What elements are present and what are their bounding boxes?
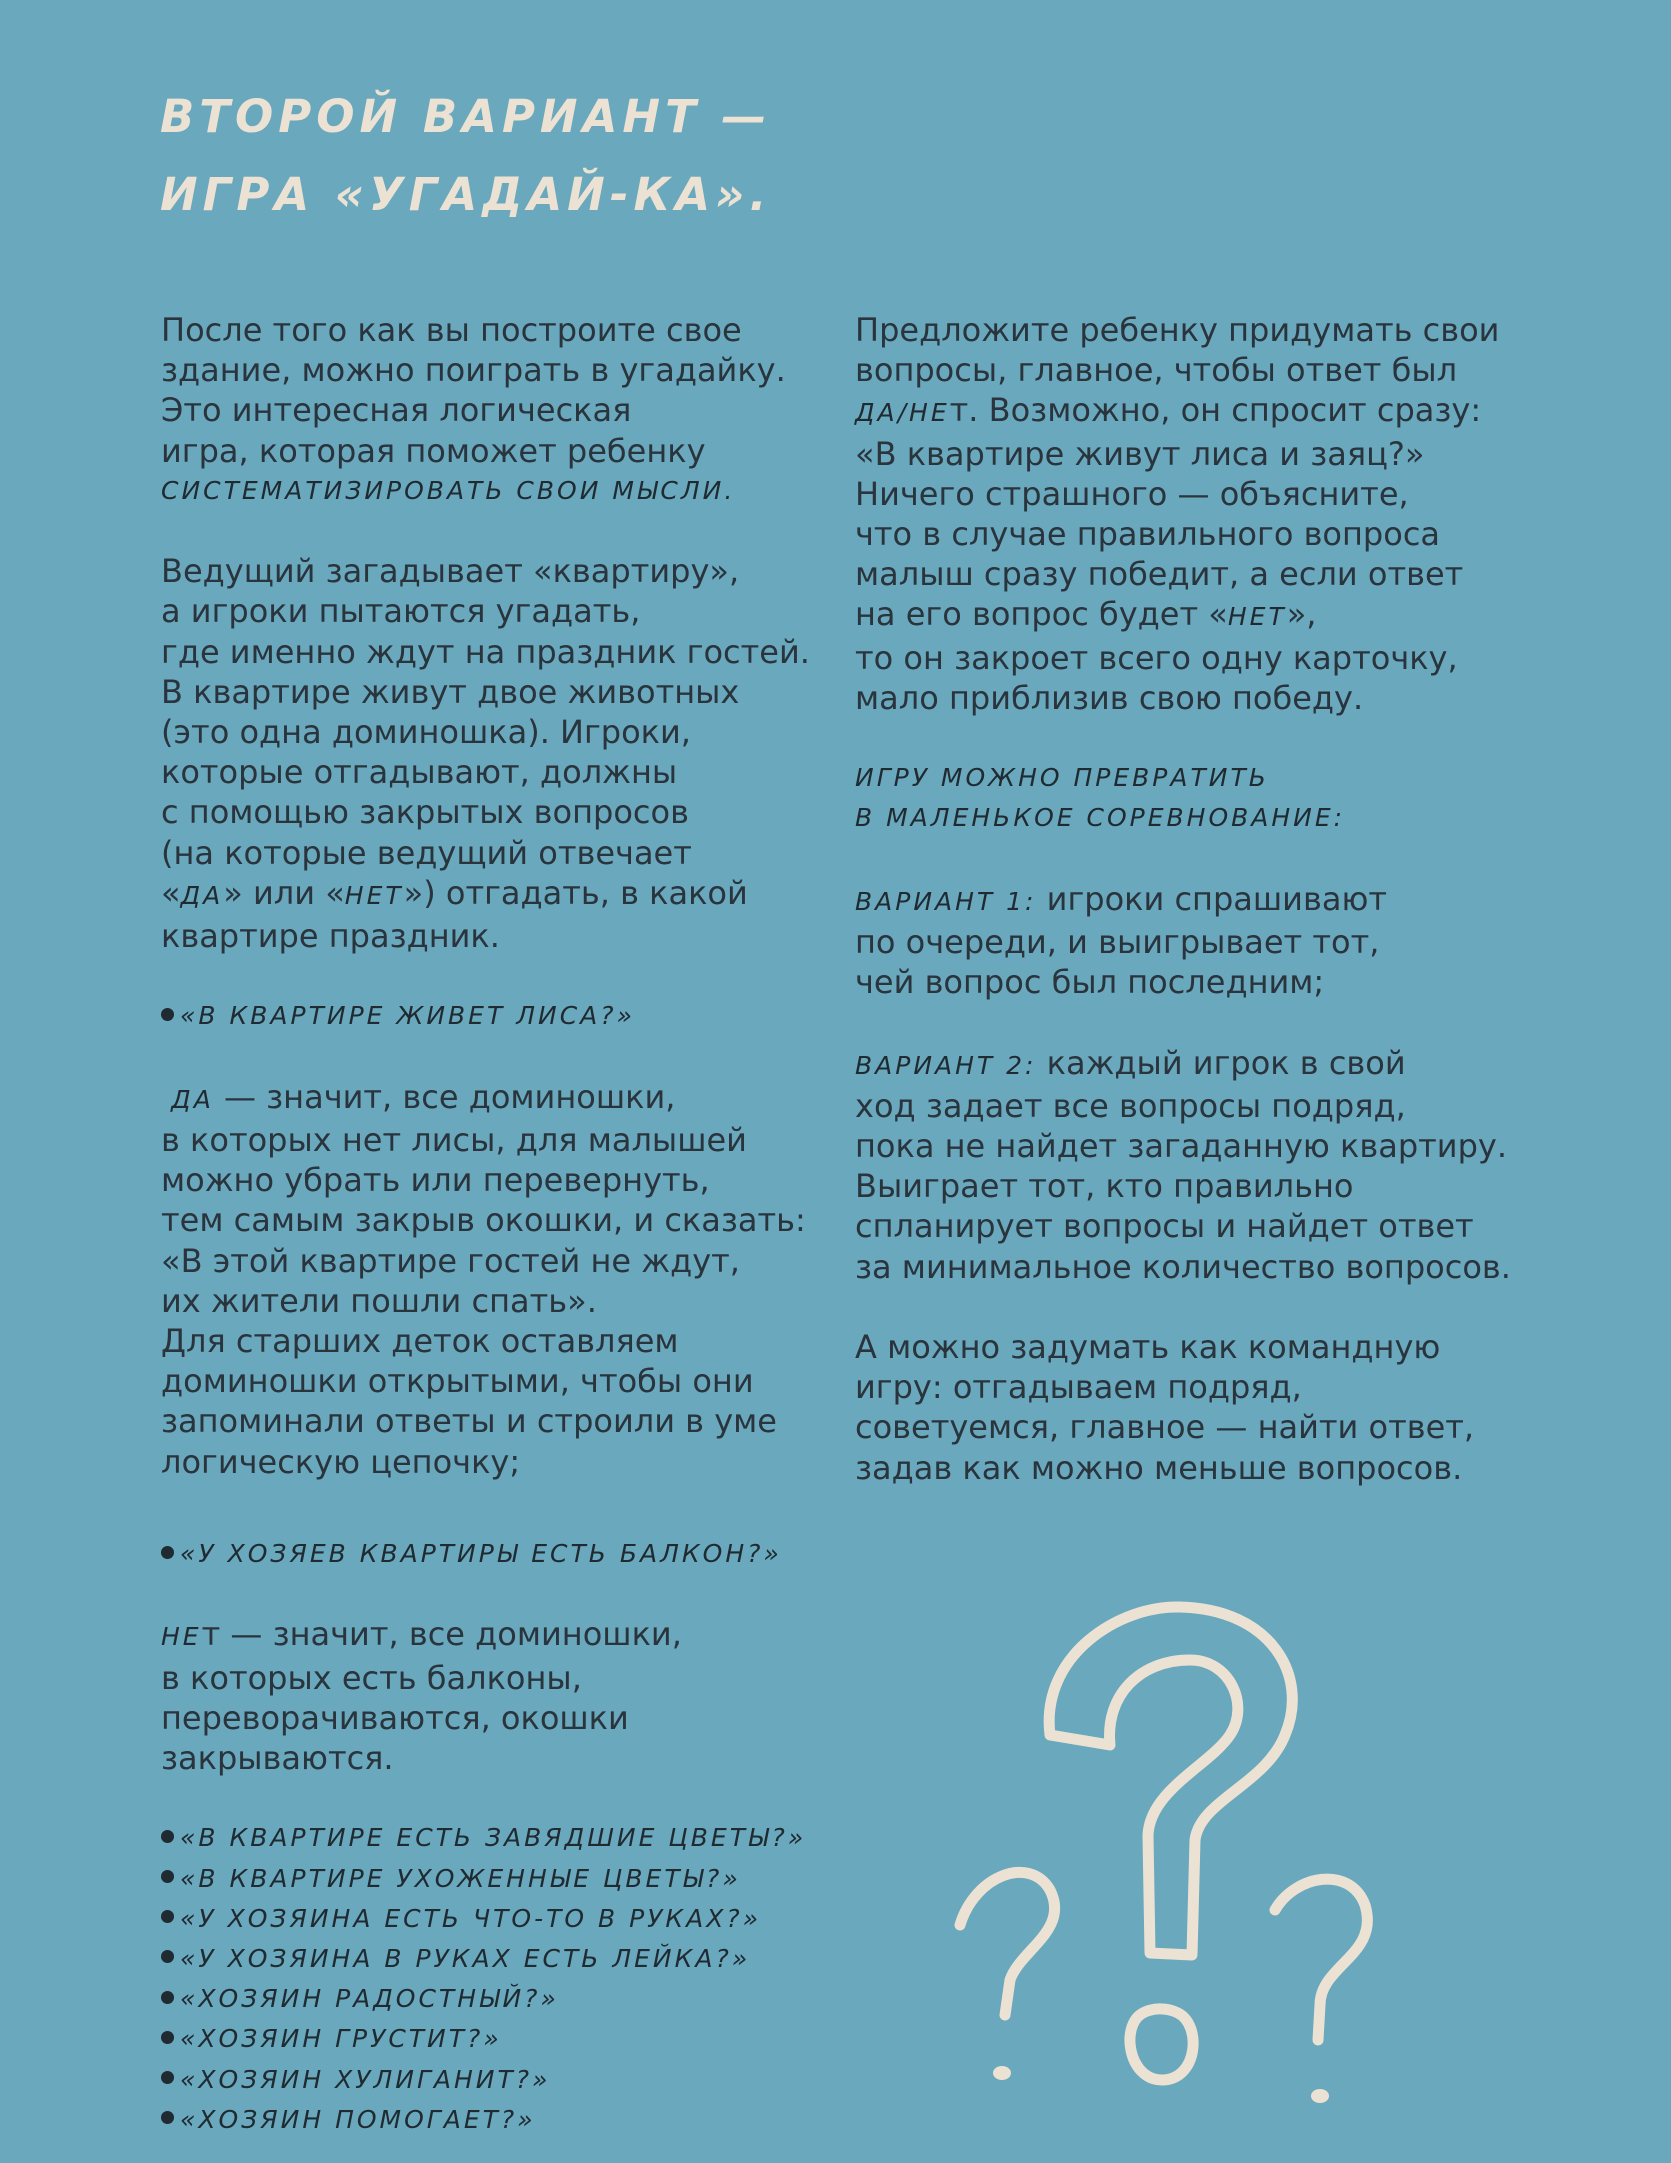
bullet-icon (161, 1870, 174, 1883)
variant-label: ВАРИАНТ 2: (855, 1050, 1037, 1080)
bullet-icon (161, 1830, 174, 1843)
handwritten-no: НЕ (161, 1622, 202, 1652)
list-item: «В КВАРТИРЕ УХОЖЕННЫЕ ЦВЕТЫ?» (161, 1859, 841, 1899)
list-item: «ХОЗЯИН ПОМОГАЕТ?» (161, 2100, 841, 2140)
text-line: игру: отгадываем подряд, (855, 1368, 1302, 1407)
rules-paragraph (161, 551, 841, 956)
text-line: малыш сразу победит, а если ответ (855, 555, 1464, 594)
example-question: «У ХОЗЯЕВ КВАРТИРЫ ЕСТЬ БАЛКОН?» (161, 1534, 841, 1574)
text-line: чей вопрос был последним; (855, 963, 1325, 1002)
handwritten-yes: ДА (180, 880, 224, 910)
text-line: «ДА» или «НЕТ») отгадать, в какой (161, 873, 748, 912)
text-line: запоминали ответы и строили в уме (161, 1402, 777, 1441)
text-line: В квартире живут двое животных (161, 672, 740, 711)
text-line: Это интересная логическая (161, 391, 632, 430)
question-list (161, 1818, 841, 2140)
text-line: А можно задумать как командную (855, 1328, 1441, 1367)
text-line: советуемся, главное — найти ответ, (855, 1408, 1475, 1447)
text-line: по очереди, и выигрывает тот, (855, 923, 1380, 962)
list-item: «ХОЗЯИН РАДОСТНЫЙ?» (161, 1979, 841, 2019)
text-line: тем самым закрыв окошки, и сказать: (161, 1201, 806, 1240)
text-line: игра, которая поможет ребенку (161, 431, 706, 470)
bullet-icon (161, 1546, 174, 1559)
text-line: где именно ждут на праздник гостей. (161, 632, 810, 671)
competition-heading (855, 758, 1555, 838)
text-line: с помощью закрытых вопросов (161, 793, 689, 832)
own-questions-paragraph (855, 310, 1555, 718)
text-line: Предложите ребенку придумать свои (855, 311, 1500, 349)
text-line: ДА — значит, все доминошки, (171, 1077, 676, 1116)
question-marks-icon (940, 1585, 1420, 2125)
bullet-icon (161, 2071, 174, 2084)
text-line: «В этой квартире гостей не ждут, (161, 1241, 740, 1280)
text-line: доминошки открытыми, чтобы они (161, 1362, 754, 1401)
bullet-icon (161, 1991, 174, 2004)
text-line: ход задает все вопросы подряд, (855, 1086, 1406, 1125)
yes-answer-paragraph (161, 1077, 841, 1482)
list-item: «У ХОЗЯИНА В РУКАХ ЕСТЬ ЛЕЙКА?» (161, 1939, 841, 1979)
text-line: здание, можно поиграть в угадайку. (161, 351, 786, 390)
text-line: Ничего страшного — объясните, (855, 474, 1409, 513)
list-item: «ХОЗЯИН ХУЛИГАНИТ?» (161, 2060, 841, 2100)
text-line: то он закроет всего одну карточку, (855, 638, 1458, 677)
bullet-icon (161, 1008, 174, 1021)
text-line: ДА/НЕт. Возможно, он спросит сразу: (855, 391, 1482, 430)
right-column (855, 310, 1555, 1488)
handwritten-no: НЕТ (1227, 602, 1287, 632)
text-line: в которых есть балконы, (161, 1658, 582, 1697)
list-item: «ХОЗЯИН ГРУСТИТ?» (161, 2019, 841, 2059)
list-item: «В КВАРТИРЕ ЕСТЬ ЗАВЯДШИЕ ЦВЕТЫ?» (161, 1818, 841, 1858)
text-line: за минимальное количество вопросов. (855, 1247, 1511, 1286)
bullet-icon (161, 1950, 174, 1963)
text-line: спланирует вопросы и найдет ответ (855, 1207, 1474, 1246)
handwritten-line: ИГРУ МОЖНО ПРЕВРАТИТЬ (855, 763, 1269, 793)
text-line: Ведущий загадывает «квартиру», (161, 552, 740, 591)
text-line: (на которые ведущий отвечает (161, 833, 692, 872)
example-question: «В КВАРТИРЕ ЖИВЕТ ЛИСА?» (161, 996, 841, 1036)
bullet-icon (161, 2031, 174, 2044)
text-line: их жители пошли спать». (161, 1281, 597, 1320)
text-line: ВАРИАНТ 2: каждый игрок в свой (855, 1043, 1406, 1082)
page-title (160, 78, 771, 234)
text-line: (это одна доминошка). Игроки, (161, 713, 691, 752)
text-line: Выиграет тот, кто правильно (855, 1167, 1354, 1206)
handwritten-yes-no: ДА/НЕ (855, 398, 950, 428)
bullet-icon (161, 2111, 174, 2124)
team-game-paragraph (855, 1327, 1555, 1488)
variant-label: ВАРИАНТ 1: (855, 886, 1037, 916)
text-line: После того как вы построите свое (161, 311, 742, 349)
title-line-2: ИГРА «УГАДАЙ-КА». (160, 168, 772, 221)
text-line: можно убрать или перевернуть, (161, 1161, 710, 1200)
handwritten-no: НЕТ (344, 880, 404, 910)
list-item: «У ХОЗЯИНА ЕСТЬ ЧТО-ТО В РУКАХ?» (161, 1899, 841, 1939)
handwritten-line: В МАЛЕНЬКОЕ СОРЕВНОВАНИЕ: (855, 803, 1346, 833)
handwritten-yes: ДА (171, 1084, 214, 1114)
text-line: «В квартире живут лиса и заяц?» (855, 434, 1425, 473)
text-line: что в случае правильного вопроса (855, 515, 1441, 554)
variant-2 (855, 1043, 1555, 1287)
text-line: в которых нет лисы, для малышей (161, 1121, 747, 1159)
text-line: пока не найдет загаданную квартиру. (855, 1127, 1507, 1166)
handwritten-emphasis: СИСТЕМАТИЗИРОВАТЬ СВОИ МЫСЛИ. (161, 475, 736, 505)
text-line: вопросы, главное, чтобы ответ был (855, 351, 1458, 390)
text-line: мало приблизив свою победу. (855, 678, 1364, 717)
intro-paragraph (161, 310, 841, 511)
bullet-icon (161, 1910, 174, 1923)
text-line: задав как можно меньше вопросов. (855, 1448, 1463, 1487)
text-line: закрываются. (161, 1739, 394, 1777)
title-line-1: ВТОРОЙ ВАРИАНТ — (160, 90, 772, 143)
variant-1 (855, 879, 1555, 1003)
text-line: переворачиваются, окошки (161, 1698, 629, 1737)
text-line: ВАРИАНТ 1: игроки спрашивают (855, 879, 1388, 918)
text-line: квартире праздник. (161, 917, 500, 956)
text-line: Для старших деток оставляем (161, 1322, 679, 1361)
text-line: логическую цепочку; (161, 1442, 521, 1481)
no-answer-paragraph (161, 1614, 841, 1778)
text-line: на его вопрос будет «НЕТ», (855, 595, 1317, 634)
left-column (161, 310, 841, 2140)
text-line: которые отгадывают, должны (161, 753, 678, 792)
text-line: а игроки пытаются угадать, (161, 592, 641, 631)
text-line: НЕт — значит, все доминошки, (161, 1615, 682, 1654)
